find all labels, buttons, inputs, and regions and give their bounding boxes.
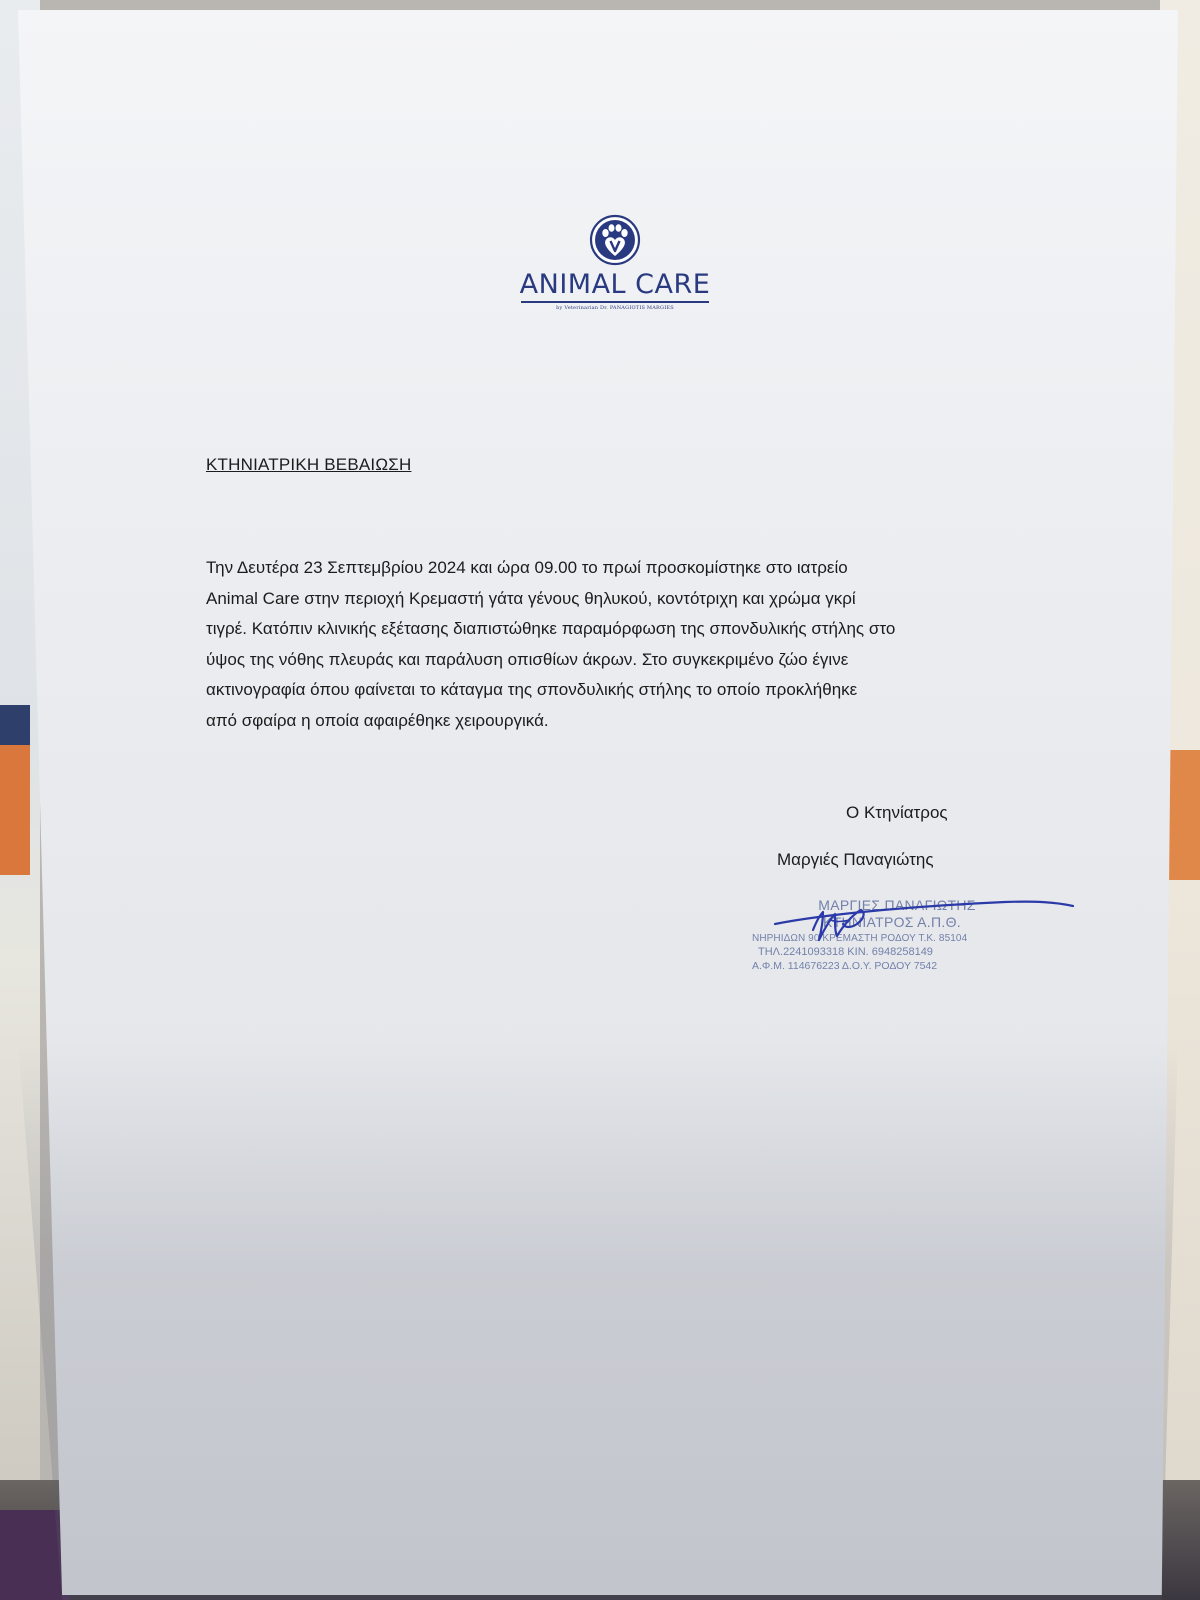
logo-wordmark: ANIMAL CARE [519,269,711,300]
stamp-phone: ΤΗΛ.2241093318 ΚΙΝ. 6948258149 [758,946,933,958]
logo-underline [521,301,709,303]
background-right-orange-strip [1166,750,1200,880]
stamp-name: ΜΑΡΓΙΕΣ ΠΑΝΑΓΙΩΤΗΣ [818,897,976,913]
document-title: ΚΤΗΝΙΑΤΡΙΚΗ ΒΕΒΑΙΩΣΗ [206,455,412,474]
stamp-tax-id: Α.Φ.Μ. 114676223 Δ.Ο.Υ. ΡΟΔΟΥ 7542 [752,960,938,972]
stamp-title: ΚΤΗΝΙΑΤΡΟΣ Α.Π.Θ. [823,914,961,930]
document-body [206,553,1026,736]
signatory-name: Μαργιές Παναγιώτης [777,850,934,869]
body-line: ακτινογραφία όπου φαίνεται το κάταγμα της σπονδυλικής στήλης το οποίο προκλήθηκε [206,680,858,699]
body-line: ύψος της νόθης πλευράς και παράλυση οπισθίων άκρων. Στο συγκεκριμένο ζώο έγινε [206,649,849,669]
body-line: Animal Care στην περιοχή Κρεμαστή γάτα γένους θηλυκού, κοντότριχη και χρώμα γκρί [206,588,856,608]
logo-tagline: by Veterinarian Dr. PANAGIOTIS MARGIES [556,305,674,311]
stamp-address: ΝΗΡΗΙΔΩΝ 90 ΚΡΕΜΑΣΤΗ ΡΟΔΟΥ Τ.Κ. 85104 [752,933,968,944]
background-bottom-purple-object [0,1510,70,1600]
paw-heart-logo-icon [589,214,641,266]
body-line: τιγρέ. Κατόπιν κλινικής εξέτασης διαπιστώθηκε παραμόρφωση της σπονδυλικής στήλης στο [206,619,896,638]
background-left-navy-strip [0,705,30,750]
body-line: από σφαίρα η οποία αφαιρέθηκε χειρουργικά. [206,710,549,730]
background-left-orange-strip [0,745,30,875]
animal-care-logo [515,214,715,311]
veterinarian-stamp [752,897,1012,972]
signatory-label: Ο Κτηνίατρος [846,803,948,822]
body-line: Την Δευτέρα 23 Σεπτεμβρίου 2024 και ώρα 09.00 το πρωί προσκομίστηκε στο ιατρείο [206,558,848,577]
